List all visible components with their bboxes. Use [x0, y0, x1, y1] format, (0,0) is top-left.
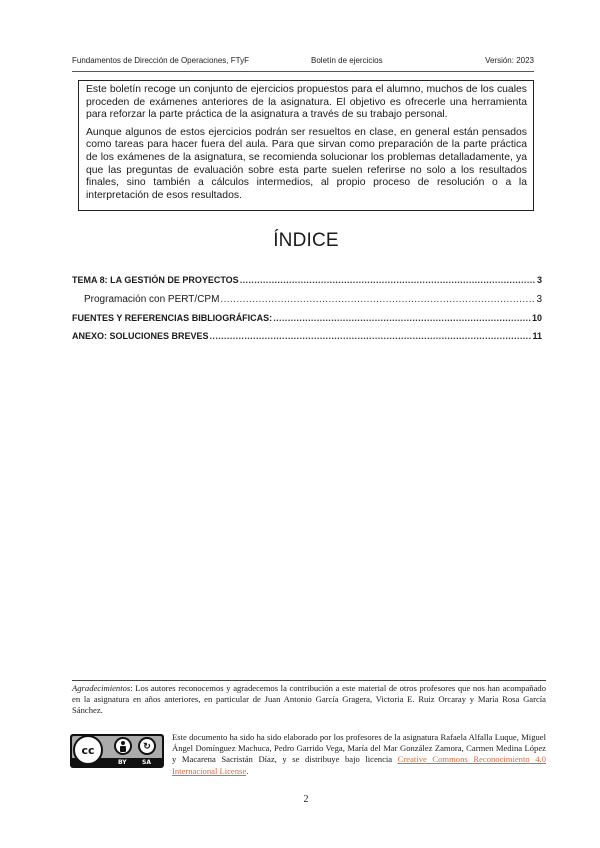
toc-entry-fuentes[interactable]	[72, 313, 542, 326]
intro-paragraph-1: Este boletín recoge un conjunto de ejercicios propuestos para el alumno, muchos de los cuales proceden de exámenes anteriores de la asignatura. El objetivo es ofrecerle una herramienta para reforzar la parte práctica de la asignatura a través de su trabajo personal.	[86, 84, 527, 121]
toc-entry-page: 3	[536, 294, 542, 305]
header-divider	[72, 71, 534, 72]
toc-leader-dots	[220, 294, 535, 305]
page-number: 2	[303, 794, 309, 805]
badge-sa-label: SA	[142, 759, 151, 766]
toc-entry-pert-cpm[interactable]	[84, 294, 542, 307]
page-header	[72, 56, 534, 70]
intro-paragraph-2: Aunque algunos de estos ejercicios podrán ser resueltos en clase, en general están pensados como tareas para hacer fuera del aula. Para que sirvan como preparación de la parte práctica de los exámenes de la asignatura, se recomienda solucionar los problemas detalladamente, ya que las preguntas de evaluación sobre esta parte suelen referirse no solo a los resultados finales, sino también a cálculos intermedios, al propio proceso de resolución o a la interpretación de esos resultados.	[86, 126, 527, 201]
toc-entry-page: 10	[531, 313, 542, 323]
toc-entry-tema8[interactable]	[72, 275, 542, 288]
toc-entry-anexo[interactable]	[72, 331, 542, 344]
share-alike-icon: ↻	[138, 737, 156, 755]
intro-box	[78, 80, 534, 211]
badge-by-label: BY	[118, 759, 127, 766]
header-version: Versión: 2023	[485, 56, 534, 65]
creative-commons-badge-icon[interactable]	[70, 734, 164, 768]
header-course-title: Fundamentos de Dirección de Operaciones, FTyF	[72, 56, 249, 65]
index-title: ÍNDICE	[273, 230, 339, 251]
cc-icon: cc	[73, 735, 103, 765]
toc-entry-label: TEMA 8: LA GESTIÓN DE PROYECTOS	[72, 275, 239, 285]
license-text	[172, 732, 546, 777]
license-block	[70, 732, 546, 782]
toc-leader-dots	[240, 275, 536, 285]
license-description: Este documento ha sido ha sido elaborado por los profesores de la asignatura Rafaela Alfalla Luque, Miguel Ángel Domínguez Machuca, Pedro Garrido Vega, María del Mar González Zamora, Carmen Medina López y Macarena Sacristán Díaz, y se distribuye bajo licencia	[172, 732, 546, 765]
license-link[interactable]: Creative Commons Reconocimiento 4.0 Internacional License	[172, 754, 546, 776]
toc-entry-page: 11	[532, 331, 542, 341]
acknowledgements-lead: Agradecimientos	[72, 683, 131, 693]
toc-leader-dots	[210, 331, 532, 341]
header-document-type: Boletín de ejercicios	[311, 56, 383, 65]
toc-entry-page: 3	[536, 275, 542, 285]
attribution-person-icon	[114, 737, 132, 755]
toc-entry-label: FUENTES Y REFERENCIAS BIBLIOGRÁFICAS:	[72, 313, 273, 323]
acknowledgements-text: : Los autores reconocemos y agradecemos la contribución a este material de otros profesores que nos han acompañado en la asignatura en años anteriores, en particular de Juan Antonio García Gragera, Victoria E. Ruiz Orcaray y María Rosa García Sánchez.	[72, 683, 546, 716]
toc-entry-label: Programación con PERT/CPM	[84, 294, 220, 305]
toc-leader-dots	[273, 313, 531, 323]
acknowledgements	[72, 680, 546, 717]
license-end: .	[246, 765, 249, 776]
toc-entry-label: ANEXO: SOLUCIONES BREVES	[72, 331, 209, 341]
